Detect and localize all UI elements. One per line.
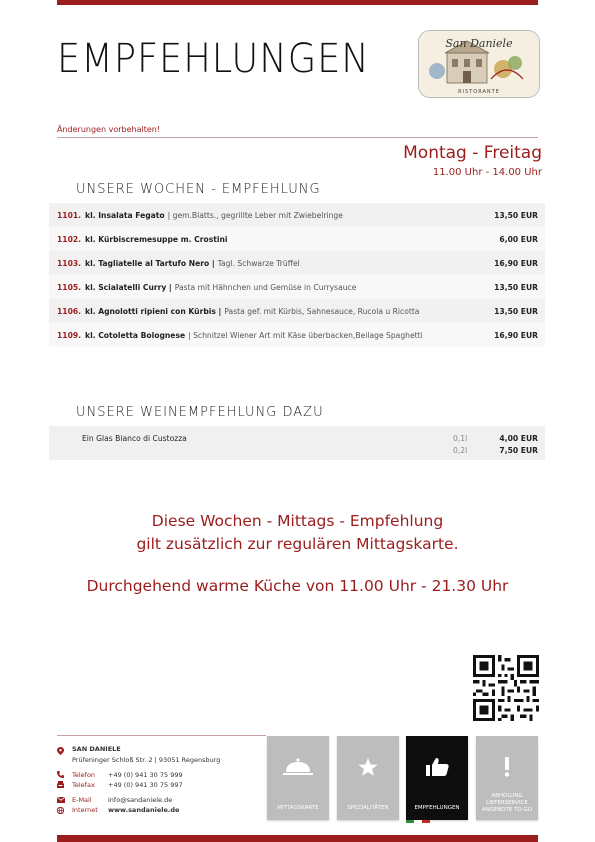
item-name: kl. Kürbiscremesuppe m. Crostini <box>85 234 228 244</box>
fax-number: +49 (0) 941 30 75 997 <box>108 781 183 789</box>
page-title: EMPFEHLUNGEN <box>57 36 370 82</box>
info-line-2: gilt zusätzlich zur regulären Mittagskarte. <box>136 535 459 553</box>
item-price: 13,50 EUR <box>494 210 538 220</box>
wine-price: 7,50 EUR <box>499 446 538 455</box>
item-number: 1101. <box>57 210 82 220</box>
weekly-section-title: UNSERE WOCHEN - EMPFEHLUNG <box>76 182 321 197</box>
cloche-icon <box>267 756 329 778</box>
schedule-hours: 11.00 Uhr - 14.00 Uhr <box>432 167 542 178</box>
item-price: 6,00 EUR <box>499 234 538 244</box>
tile-label: EMPFEHLUNGEN <box>414 805 460 811</box>
item-description: Pasta gef. mit Kürbis, Sahnesauce, Rucola u Ricotta <box>224 306 420 316</box>
web-label: Internet <box>72 806 98 814</box>
footer-divider <box>57 735 266 736</box>
email-link[interactable]: info@sandaniele.de <box>108 796 173 804</box>
qr-code[interactable] <box>473 655 539 721</box>
email-label: E-Mail <box>72 796 92 804</box>
schedule-days: Montag - Freitag <box>403 143 542 163</box>
phone-icon <box>57 771 64 778</box>
fax-label: Telefax <box>72 781 95 789</box>
bottom-accent-bar <box>57 835 538 842</box>
wine-price: 4,00 EUR <box>499 434 538 443</box>
flag-white-stripe <box>414 820 422 823</box>
weekly-menu-list <box>49 203 545 347</box>
company-address: Prüfeninger Schloß Str. 2 | 93051 Regensburg <box>72 756 221 764</box>
tile-mittagskarte[interactable] <box>267 736 329 820</box>
flag-green-stripe <box>406 820 414 823</box>
kitchen-hours: Durchgehend warme Küche von 11.00 Uhr - 21.30 Uhr <box>86 577 509 595</box>
item-name: kl. Insalata Fegato <box>85 210 165 220</box>
flag-red-stripe <box>422 820 430 823</box>
item-name: kl. Scialatelli Curry | <box>85 282 172 292</box>
tile-label: MITTAGSKARTE <box>277 805 319 811</box>
tile-label: ABHOLUNG LIEFERSERVICE ANGEBOTE TO GO <box>481 793 533 813</box>
item-description: | Schnitzel Wiener Art mit Käse überbacken,Beilage Spaghetti <box>188 330 423 340</box>
wine-size: 0,2l <box>453 446 468 455</box>
wine-section-title: UNSERE WEINEMPFEHLUNG DAZU <box>76 405 324 420</box>
info-line-1: Diese Wochen - Mittags - Empfehlung <box>151 512 444 530</box>
changes-notice: Änderungen vorbehalten! <box>57 125 161 134</box>
menu-item <box>49 275 545 299</box>
restaurant-logo <box>418 30 540 98</box>
tile-label: SPEZIALITÄTEN <box>347 805 389 811</box>
menu-item <box>49 203 545 227</box>
website-link[interactable]: www.sandaniele.de <box>108 806 180 814</box>
item-name: kl. Tagliatelle al Tartufo Nero | <box>85 258 215 268</box>
location-pin-icon <box>57 747 64 755</box>
wine-name: Ein Glas Bianco di Custozza <box>82 434 187 443</box>
item-description: Tagl. Schwarze Trüffel <box>217 258 300 268</box>
item-description: | gem.Blatts., gegrillte Leber mit Zwiebelringe <box>167 210 343 220</box>
wine-recommendation <box>49 426 545 460</box>
item-number: 1105. <box>57 282 82 292</box>
phone-number[interactable]: +49 (0) 941 30 75 999 <box>108 771 183 779</box>
item-price: 13,50 EUR <box>494 282 538 292</box>
star-icon <box>337 756 399 778</box>
fax-icon <box>57 781 64 788</box>
item-number: 1106. <box>57 306 82 316</box>
item-name: kl. Cotoletta Bolognese <box>85 330 186 340</box>
item-description: Pasta mit Hähnchen und Gemüse in Currysauce <box>174 282 357 292</box>
thumbs-up-icon <box>406 756 468 778</box>
logo-illustration <box>419 31 539 97</box>
globe-icon <box>57 807 64 814</box>
exclamation-icon <box>476 756 538 778</box>
menu-item <box>49 323 545 347</box>
logo-subtitle: RISTORANTE <box>458 89 500 95</box>
phone-label: Telefon <box>72 771 96 779</box>
item-number: 1109. <box>57 330 82 340</box>
tile-abholung[interactable] <box>476 736 538 820</box>
company-name: SAN DANIELE <box>72 745 121 753</box>
item-price: 16,90 EUR <box>494 330 538 340</box>
item-price: 13,50 EUR <box>494 306 538 316</box>
mail-icon <box>57 797 65 803</box>
item-price: 16,90 EUR <box>494 258 538 268</box>
top-accent-bar <box>57 0 538 5</box>
menu-item <box>49 251 545 275</box>
tile-spezialitaeten[interactable] <box>337 736 399 820</box>
item-number: 1103. <box>57 258 82 268</box>
menu-item <box>49 227 545 251</box>
item-number: 1102. <box>57 234 82 244</box>
tile-empfehlungen[interactable] <box>406 736 468 820</box>
logo-wordmark: San Daniele <box>445 37 513 50</box>
header-divider <box>57 137 538 138</box>
menu-item <box>49 299 545 323</box>
wine-size: 0,1l <box>453 434 468 443</box>
item-name: kl. Agnolotti ripieni con Kürbis | <box>85 306 222 316</box>
